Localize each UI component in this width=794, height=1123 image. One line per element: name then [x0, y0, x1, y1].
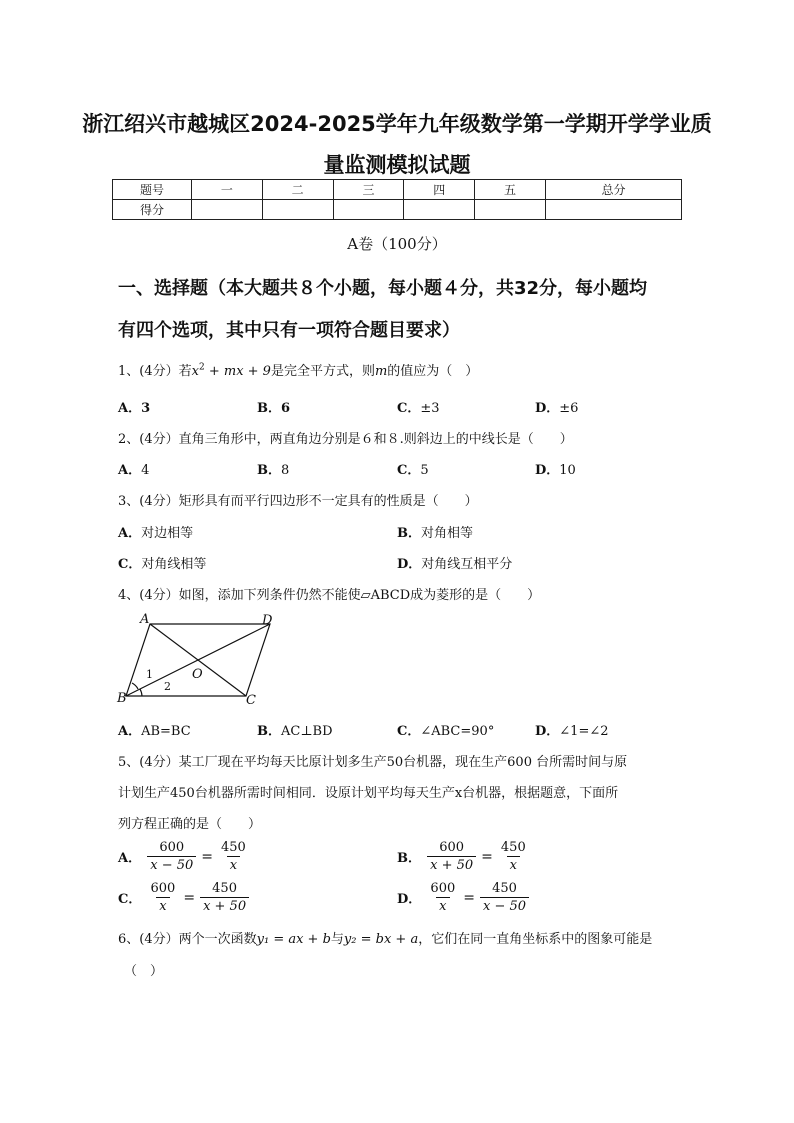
- q5-option-c[interactable]: C． $\frac{600}{x}$ = $\frac{450}{x + 50}$: [118, 880, 251, 915]
- question-5-line3: 列方程正确的是（ ）: [118, 817, 262, 832]
- exam-title-line1: 浙江绍兴市越城区2024-2025学年九年级数学第一学期开学学业质: [82, 112, 712, 136]
- question-4: 4、(4分）如图，添加下列条件仍然不能使▱ABCD成为菱形的是（ ）: [118, 588, 541, 603]
- q1-option-c[interactable]: C．±3: [397, 401, 440, 416]
- score-table: [112, 179, 682, 220]
- vertex-c-label: C: [246, 693, 256, 708]
- q1-var: m: [374, 364, 388, 379]
- section1-heading-line2: 有四个选项，其中只有一项符合题目要求）: [118, 320, 460, 341]
- q2-option-a[interactable]: A．4: [118, 463, 150, 478]
- question-6-line2: （ ）: [124, 964, 164, 979]
- q2-option-c[interactable]: C．5: [397, 463, 429, 478]
- q1-suffix: 的值应为（ ）: [387, 364, 479, 379]
- score-cell[interactable]: [475, 200, 546, 220]
- q5-option-a[interactable]: A． $\frac{600}{x - 50}$ = $\frac{450}{x}$: [118, 840, 246, 873]
- score-cell[interactable]: [404, 200, 475, 220]
- q1-prefix: 1、(4分）若: [118, 364, 192, 379]
- score-header-cell: 五: [475, 180, 546, 200]
- parallelogram-figure: [112, 610, 282, 710]
- q2-option-d[interactable]: D．10: [535, 463, 576, 478]
- score-header-cell: 题号: [113, 180, 192, 200]
- q1-expr-rest: + mx + 9: [204, 364, 271, 379]
- section1-heading-line1: 一、选择题（本大题共８个小题，每小题４分，共32分，每小题均: [118, 278, 648, 299]
- q1-option-d[interactable]: D．±6: [535, 401, 579, 416]
- score-cell[interactable]: [262, 200, 333, 220]
- score-cell[interactable]: [333, 200, 404, 220]
- q3-option-c[interactable]: C．对角线相等: [118, 557, 207, 572]
- question-1: [118, 360, 478, 379]
- q4-option-b[interactable]: B．AC⊥BD: [257, 724, 333, 739]
- part-a-heading: A卷（100分）: [347, 235, 447, 253]
- q5-option-b[interactable]: B． $\frac{600}{x + 50}$ = $\frac{450}{x}$: [397, 840, 526, 873]
- angle-2-label: 2: [164, 680, 171, 693]
- q2-option-b[interactable]: B．8: [257, 463, 290, 478]
- score-header-cell: 一: [192, 180, 263, 200]
- vertex-d-label: D: [262, 613, 273, 628]
- q4-option-a[interactable]: A．AB=BC: [118, 724, 191, 739]
- angle-1-label: 1: [146, 668, 153, 681]
- q3-option-b[interactable]: B．对角相等: [397, 526, 474, 541]
- exam-title-line2: 量监测模拟试题: [323, 153, 471, 177]
- q6-suffix: ，它们在同一直角坐标系中的图象可能是: [418, 932, 653, 947]
- q6-and: 与: [330, 932, 344, 947]
- score-header-cell: 四: [404, 180, 475, 200]
- q1-expr-x: x: [191, 364, 199, 379]
- score-header-cell: 三: [333, 180, 404, 200]
- question-5-line2: 计划生产450台机器所需时间相同．设原计划平均每天生产x台机器，根据题意，下面所: [118, 786, 619, 801]
- question-2: 2、(4分）直角三角形中，两直角边分别是６和８.则斜边上的中线长是（ ）: [118, 432, 573, 447]
- question-6: [118, 928, 652, 947]
- score-cell[interactable]: [192, 200, 263, 220]
- vertex-b-label: B: [117, 691, 127, 706]
- q1-option-a[interactable]: A．3: [118, 401, 151, 416]
- score-header-cell: 总分: [545, 180, 681, 200]
- q6-function-1: y₁ = ax + b: [256, 932, 331, 947]
- q1-expr-exponent: 2: [198, 362, 205, 373]
- score-cell[interactable]: [545, 200, 681, 220]
- q3-option-a[interactable]: A．对边相等: [118, 526, 194, 541]
- q3-option-d[interactable]: D．对角线互相平分: [397, 557, 513, 572]
- q5-option-d[interactable]: D． $\frac{600}{x}$ = $\frac{450}{x - 50}$: [397, 880, 531, 915]
- q4-option-d[interactable]: D．∠1=∠2: [535, 724, 609, 739]
- q1-option-b[interactable]: B．6: [257, 401, 291, 416]
- q6-prefix: 6、(4分）两个一次函数: [118, 932, 257, 947]
- q6-function-2: y₂ = bx + a: [343, 932, 419, 947]
- score-row-label: 得分: [113, 200, 192, 220]
- score-table-score-row: [113, 200, 682, 220]
- angle-2-arc: [140, 689, 142, 696]
- score-table-header-row: [113, 180, 682, 200]
- q4-option-c[interactable]: C．∠ABC=90°: [397, 724, 495, 739]
- angle-1-arc: [132, 683, 138, 689]
- vertex-a-label: A: [140, 612, 150, 627]
- q1-mid: 是完全平方式，则: [270, 364, 375, 379]
- question-3: 3、(4分）矩形具有而平行四边形不一定具有的性质是（ ）: [118, 494, 478, 509]
- question-5-line1: 5、(4分）某工厂现在平均每天比原计划多生产50台机器，现在生产600 台所需时间与原: [118, 755, 628, 770]
- diagonal-bd: [126, 624, 270, 696]
- score-header-cell: 二: [262, 180, 333, 200]
- center-o-label: O: [192, 667, 203, 682]
